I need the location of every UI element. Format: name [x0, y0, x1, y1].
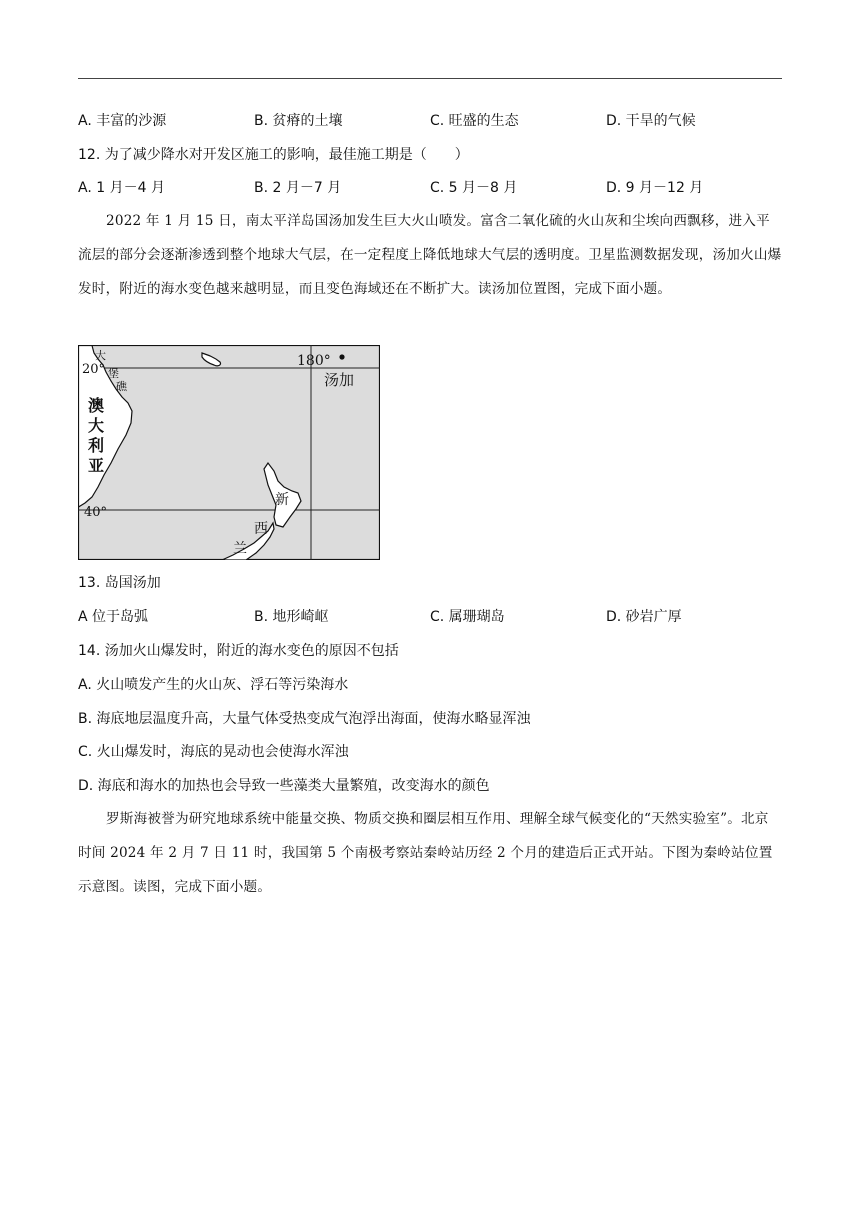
- q11-option-a: A. 丰富的沙源: [78, 113, 167, 129]
- great-barrier-char-1: 大: [95, 349, 106, 362]
- passage-qinling: 罗斯海被誉为研究地球系统中能量交换、物质交换和圈层相互作用、理解全球气候变化的“天然实验室”。北京时间 2024 年 2 月 7 日 11 时，我国第 5 个南极考察站秦岭站历经 2 个月的建造后正式开站。下图为秦岭站位置示意图。读图，完成下面小题。: [78, 811, 773, 895]
- q11-option-b: B. 贫瘠的土壤: [254, 113, 343, 129]
- q11-option-c: C. 旺盛的生态: [430, 113, 519, 129]
- q12-option-c: C. 5 月－8 月: [430, 180, 518, 196]
- header-rule: [78, 78, 782, 79]
- q13-option-b: B. 地形崎岖: [254, 609, 329, 625]
- great-barrier-char-2: 堡: [108, 367, 119, 380]
- australia-char-1: 澳: [88, 396, 105, 415]
- q14-option-b: B. 海底地层温度升高，大量气体受热变成气泡浮出海面，使海水略显浑浊: [78, 711, 531, 727]
- nz-char-2: 西: [254, 521, 268, 537]
- q11-option-d: D. 干旱的气候: [606, 113, 696, 129]
- great-barrier-char-3: 礁: [116, 380, 127, 393]
- tonga-location-map: [78, 345, 380, 560]
- passage-tonga: 2022 年 1 月 15 日，南太平洋岛国汤加发生巨大火山喷发。富含二氧化硫的火山灰和尘埃向西飘移，进入平流层的部分会逐渐渗透到整个地球大气层，在一定程度上降低地球大气层的透明度。卫星监测数据发现，汤加火山爆发时，附近的海水变色越来越明显，而且变色海域还在不断扩大。读汤加位置图，完成下面小题。: [78, 213, 782, 297]
- q12-stem: 12. 为了减少降水对开发区施工的影响，最佳施工期是（ ）: [78, 147, 469, 163]
- q14-option-c: C. 火山爆发时，海底的晃动也会使海水浑浊: [78, 744, 349, 760]
- tonga-label: 汤加: [324, 371, 355, 389]
- q13-stem: 13. 岛国汤加: [78, 575, 161, 591]
- q13-option-c: C. 属珊瑚岛: [430, 609, 505, 625]
- q12-option-a: A. 1 月－4 月: [78, 180, 165, 196]
- nz-char-1: 新: [275, 492, 289, 508]
- tonga-marker: [339, 354, 344, 359]
- q12-option-d: D. 9 月－12 月: [606, 180, 704, 196]
- australia-char-3: 利: [88, 436, 105, 455]
- australia-char-2: 大: [88, 416, 105, 435]
- q14-option-a: A. 火山喷发产生的火山灰、浮石等污染海水: [78, 677, 349, 693]
- q13-option-a: A 位于岛弧: [78, 609, 149, 625]
- nz-char-3: 兰: [233, 541, 247, 557]
- q14-option-d: D. 海底和海水的加热也会导致一些藻类大量繁殖，改变海水的颜色: [78, 778, 490, 794]
- lon-180-label: 180°: [297, 353, 331, 369]
- australia-char-4: 亚: [88, 456, 105, 475]
- q13-option-d: D. 砂岩广厚: [606, 609, 682, 625]
- q14-stem: 14. 汤加火山爆发时，附近的海水变色的原因不包括: [78, 643, 399, 659]
- lat-40-label: 40°: [84, 505, 108, 520]
- q12-option-b: B. 2 月－7 月: [254, 180, 342, 196]
- lat-20-label: 20°: [82, 362, 106, 377]
